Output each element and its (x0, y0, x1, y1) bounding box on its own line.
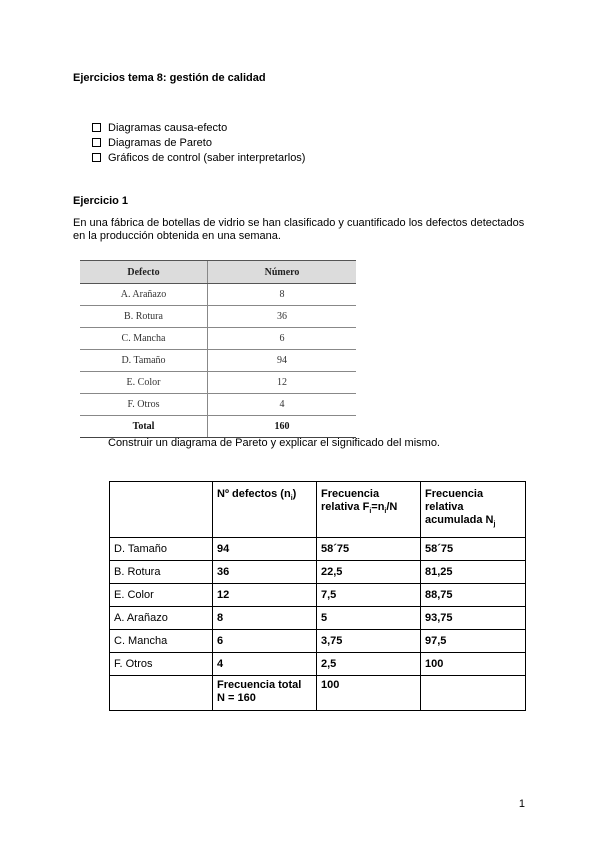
list-item: Diagramas causa-efecto (92, 120, 305, 135)
total-frequency-label: Frecuencia total N = 160 (213, 676, 317, 711)
table-header-row (110, 482, 526, 538)
table-row: B. Rotura 36 22,5 81,25 (110, 561, 526, 584)
table-row: D. Tamaño 94 (80, 350, 356, 372)
header-cell: Número (208, 261, 357, 284)
table-row: E. Color 12 (80, 372, 356, 394)
exercise-heading: Ejercicio 1 (73, 195, 129, 207)
header-cell-cumulative-frequency: Frecuencia relativa acumulada $N_j$ (421, 482, 526, 538)
header-cell-empty (110, 482, 213, 538)
instruction-text: Construir un diagrama de Pareto y explicar el significado del mismo. (108, 437, 440, 449)
header-cell: Defecto (80, 261, 208, 284)
topics-list (92, 120, 305, 165)
checkbox-icon (92, 153, 101, 162)
table-row: F. Otros 4 2,5 100 (110, 653, 526, 676)
table-row: A. Arañazo 8 5 93,75 (110, 607, 526, 630)
list-item: Gráficos de control (saber interpretarlos) (92, 150, 305, 165)
table-row: C. Mancha 6 (80, 328, 356, 350)
table-row: D. Tamaño 94 58´75 58´75 (110, 538, 526, 561)
header-cell-defects: Nº defectos $(n_i)$ (213, 482, 317, 538)
checkbox-icon (92, 138, 101, 147)
page-title: Ejercicios tema 8: gestión de calidad (73, 72, 266, 84)
header-cell-relative-frequency: Frecuencia relativa $F_i=n_i/N$ (317, 482, 421, 538)
table-row: B. Rotura 36 (80, 306, 356, 328)
total-frequency-value: 100 (317, 676, 421, 711)
table-row: E. Color 12 7,5 88,75 (110, 584, 526, 607)
page-number: 1 (518, 798, 525, 810)
table-header-row (80, 261, 356, 284)
table-row: C. Mancha 6 3,75 97,5 (110, 630, 526, 653)
list-item: Diagramas de Pareto (92, 135, 305, 150)
checkbox-icon (92, 123, 101, 132)
exercise-intro: En una fábrica de botellas de vidrio se han clasificado y cuantificado los defectos detectados en la producción obtenida en una semana. (73, 217, 525, 242)
defects-table (80, 260, 356, 438)
pareto-table (109, 481, 526, 711)
total-row (110, 676, 526, 711)
total-row: Total 160 (80, 416, 356, 438)
table-row: F. Otros 4 (80, 394, 356, 416)
table-row: A. Arañazo 8 (80, 284, 356, 306)
